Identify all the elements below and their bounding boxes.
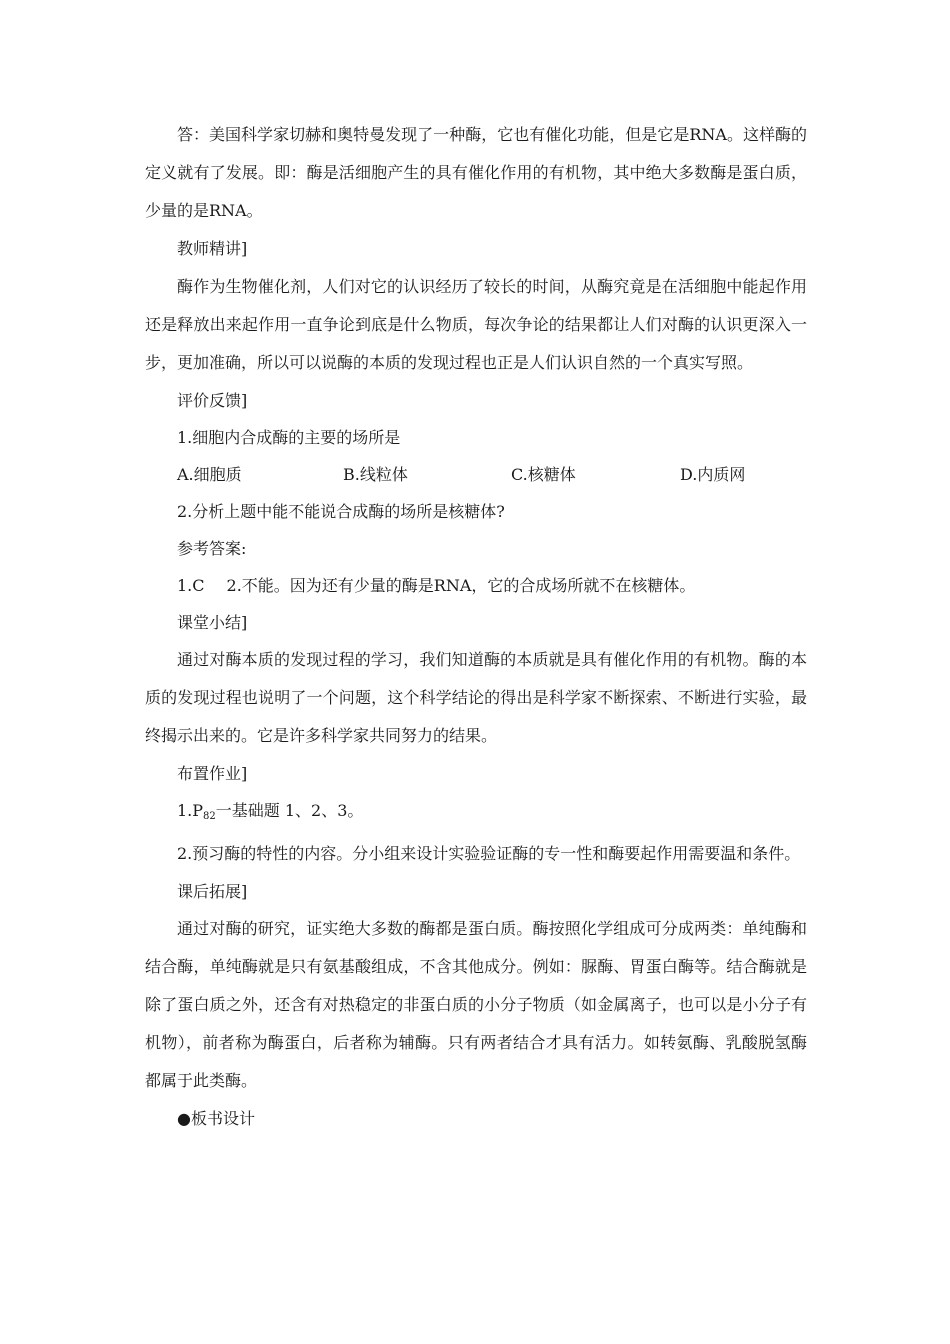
answer-1: 1.C: [177, 576, 205, 595]
homework-heading: 布置作业]: [177, 764, 248, 783]
summary-paragraph: 通过对酶本质的发现过程的学习，我们知道酶的本质就是具有催化作用的有机物。酶的本质的发现过程也说明了一个问题，这个科学结论的得出是科学家不断探索、不断进行实验，最终揭示出来的。它是许多科学家共同努力的结果。: [145, 650, 807, 745]
reference-answers: [145, 567, 807, 604]
extension-paragraph: 通过对酶的研究，证实绝大多数的酶都是蛋白质。酶按照化学组成可分成两类：单纯酶和结合酶，单纯酶就是只有氨基酸组成，不含其他成分。例如：脲酶、胃蛋白酶等。结合酶就是除了蛋白质之外，还含有对热稳定的非蛋白质的小分子物质（如金属离子，也可以是小分子有机物），前者称为酶蛋白，后者称为辅酶。只有两者结合才具有活力。如转氨酶、乳酸脱氢酶都属于此类酶。: [145, 919, 807, 1090]
feedback-heading: 评价反馈]: [177, 391, 248, 410]
answer-paragraph: 答：美国科学家切赫和奥特曼发现了一种酶，它也有催化功能，但是它是RNA。这样酶的定义就有了发展。即：酶是活细胞产生的具有催化作用的有机物，其中绝大多数酶是蛋白质，少量的是RNA。: [145, 125, 807, 220]
option-a: A.细胞质: [177, 465, 242, 484]
homework-item-2: 2.预习酶的特性的内容。分小组来设计实验验证酶的专一性和酶要起作用需要温和条件。: [177, 844, 801, 863]
summary-heading: 课堂小结]: [177, 613, 248, 632]
question-2: 2.分析上题中能不能说合成酶的场所是核糖体?: [177, 502, 505, 521]
option-c: C.核糖体: [511, 465, 576, 484]
teacher-heading: 教师精讲]: [177, 239, 248, 258]
reference-answer-heading: 参考答案:: [177, 539, 247, 558]
question-1: 1.细胞内合成酶的主要的场所是: [177, 428, 401, 447]
board-design-heading: ●板书设计: [177, 1109, 255, 1128]
homework-item-1: $1.P_{82}$一基础题 1、2、3。: [177, 801, 364, 822]
teacher-paragraph: 酶作为生物催化剂，人们对它的认识经历了较长的时间，从酶究竟是在活细胞中能起作用还是释放出来起作用一直争论到底是什么物质，每次争论的结果都让人们对酶的认识更深入一步，更加准确，所以可以说酶的本质的发现过程也正是人们认识自然的一个真实写照。: [145, 277, 807, 372]
answer-2: 2.不能。因为还有少量的酶是RNA，它的合成场所就不在核糖体。: [226, 576, 696, 595]
option-d: D.内质网: [680, 465, 746, 484]
extension-heading: 课后拓展]: [177, 882, 248, 901]
question-1-options: [145, 456, 807, 493]
option-b: B.线粒体: [343, 465, 408, 484]
page-number-subscript: 82: [203, 811, 216, 822]
document-page: [145, 116, 807, 1138]
